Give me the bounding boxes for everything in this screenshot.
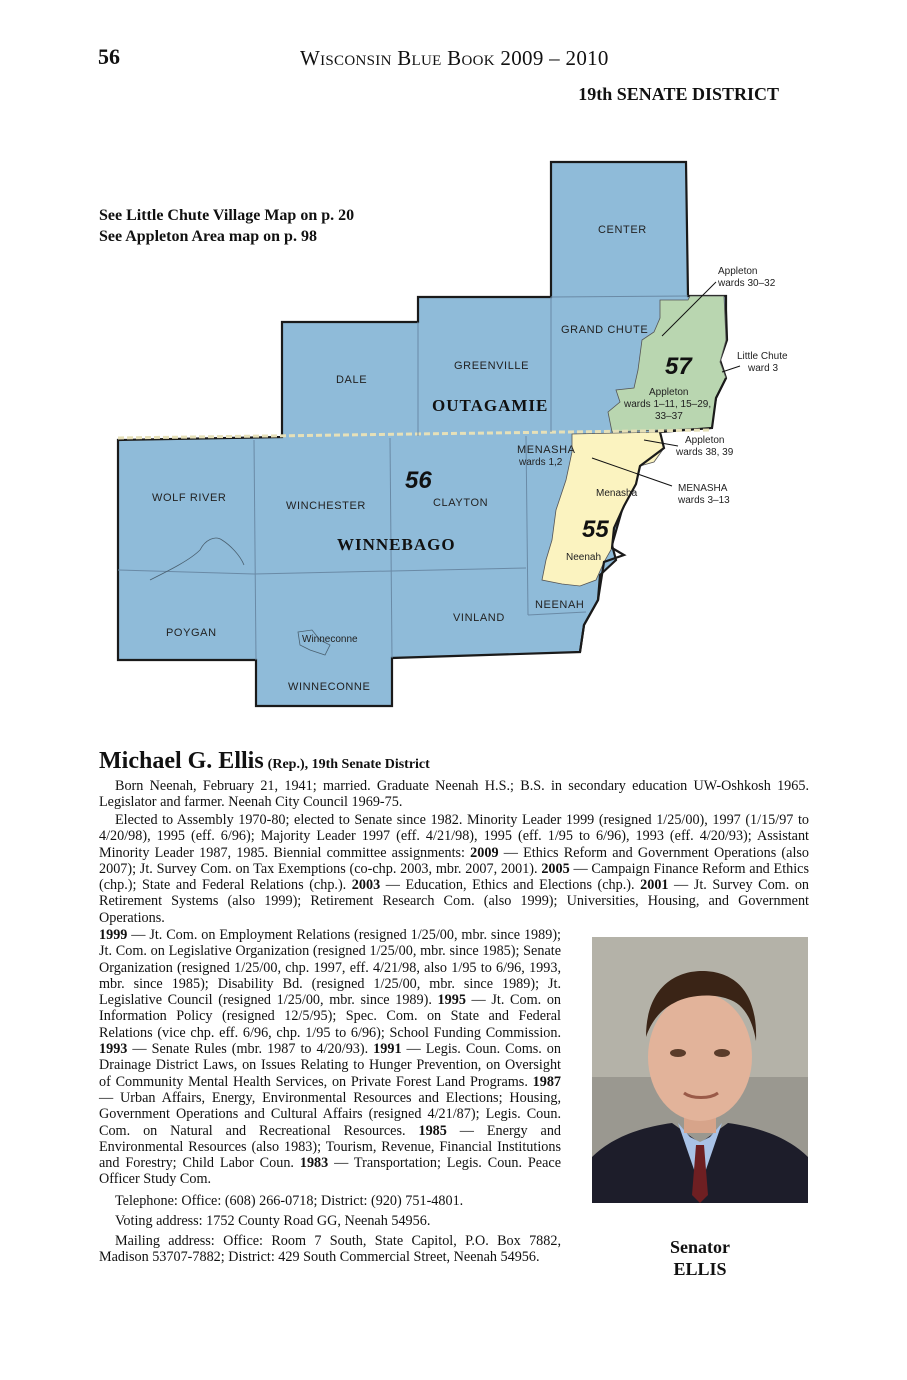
callout-menasha-city-b: wards 3–13 [678,495,730,506]
district-55-label: 55 [582,516,609,543]
callout-appleton-57-a: Appleton [649,387,689,398]
callout-appleton-38-39-b: wards 38, 39 [676,447,734,458]
callout-menasha-city-a: MENASHA [678,483,728,494]
town-menasha: MENASHA [517,444,576,456]
member-name: Michael G. Ellis [99,748,264,774]
committee-text-2001: — Jt. Survey Com. on Retirement Systems (also 1999); Retirement Research Com. (also 1999); Universities, Housing, and Government Operations. [99,877,810,926]
committee-text-1993: — Senate Rules (mbr. 1987 to 4/20/93). [127,1041,369,1058]
town-poygan: POYGAN [166,627,217,639]
committee-text-2003: — Education, Ethics and Elections (chp.). [380,877,635,894]
committee-text-2005: — Campaign Finance Reform and Ethics (chp.); State and Federal Relations (chp.). [99,860,809,894]
town-neenah: NEENAH [535,599,585,611]
callout-appleton-38-39-a: Appleton [685,435,725,446]
committee-text-1983: — Transportation; Legis. Coun. Peace Officer Study Com. [99,1155,561,1188]
committee-year-1985: 1985 [418,1122,447,1139]
committee-year-1995: 1995 [437,992,466,1009]
callout-little-chute-a: Little Chute [737,351,788,362]
committee-text-1985: — Energy and Environmental Resources (also 1983); Tourism, Revenue, Financial Institutions and Forestry; Child Labor Coun. [99,1122,562,1172]
town-winneconne: WINNECONNE [288,681,371,693]
caption-name: ELLIS [673,1259,727,1279]
county-winnebago: WINNEBAGO [337,535,456,554]
district-heading: 19th SENATE DISTRICT [578,84,779,104]
committee-year-2009: 2009 [470,844,499,861]
map-note-appleton: See Appleton Area map on p. 98 [99,228,317,245]
committee-year-1999: 1999 [99,927,128,943]
callout-appleton-57-c: 33–37 [655,411,683,422]
committee-text-1995: — Jt. Com. on Information Policy (resigned 12/5/95); Spec. Com. on State and Federal Relations (vice chp. eff. 6/96, chp. 1/95 to 6/96); School Funding Commission. [99,992,562,1041]
place-winneconne: Winneconne [302,634,358,645]
committee-year-1983: 1983 [299,1155,329,1172]
callout-appleton-57-b: wards 1–11, 15–29, [624,399,712,410]
town-wolf-river: WOLF RIVER [152,492,227,504]
committee-text-1987: — Urban Affairs, Energy, Environmental Resources and Elections; Housing, Government Operations and Cultural Affairs (resigned 4/21/87); Legis. Coun. Com. on Natural and Recreational Resources. [99,1089,561,1139]
bio-text: Born Neenah, February 21, 1941; married. Graduate Neenah H.S.; B.S. in secondary education UW-Oshkosh 1965. Legislator and farmer. Neenah City Council 1969-75. [99,778,809,811]
callout-appleton-30-32-b: wards 30–32 [718,278,776,289]
town-vinland: VINLAND [453,612,505,624]
committee-year-1993: 1993 [99,1041,128,1058]
town-dale: DALE [336,374,368,386]
caption-title: Senator [670,1237,730,1257]
callout-appleton-30-32-a: Appleton [718,266,758,277]
bio-paragraph [99,778,809,811]
committee-year-1991: 1991 [373,1041,402,1058]
photo-caption [592,1236,808,1280]
committee-text-1991: — Legis. Coun. Coms. on Drainage District Laws, on Issues Relating to Hunger Prevention, on Oversight of Community Mental Health Services, on Private Forest Land Programs. [99,1041,561,1090]
town-clayton: CLAYTON [433,497,489,509]
voting-address-line [99,1213,561,1229]
town-greenville: GREENVILLE [454,360,530,372]
district-56-label: 56 [405,467,432,494]
committee-year-2005: 2005 [541,860,570,877]
voting-address-text: Voting address: 1752 County Road GG, Neenah 54956. [115,1213,431,1229]
place-neenah: Neenah [566,552,602,563]
committee-text-2009: — Ethics Reform and Government Operations (also 2007); Jt. Survey Com. on Tax Exemptions (co-chp. 2003, mbr. 2007, 2001). [99,844,810,877]
committee-text-1999: — Jt. Com. on Employment Relations (resigned 1/25/00, mbr. since 1989); Jt. Com. on Legislative Organization (resigned 1/25/00, mbr. since 1985); Senate Organization (resigned 1/25/00, chp. 1997, eff. 4/21/98, also 1/95 to 6/96, 1993, mbr. since 1985); Disability Bd. (resigned 1/25/00, mbr. since 1989); Jt. Legislative Council (resigned 1/25/00, mbr. since 1989). [99,927,561,1009]
map-note-little-chute: See Little Chute Village Map on p. 20 [99,207,355,224]
member-name-line [99,748,430,775]
town-menasha-wards: wards 1,2 [519,457,563,468]
career-paragraph-wide [99,812,809,926]
district-57-label: 57 [665,353,692,380]
committee-year-1987: 1987 [532,1073,561,1090]
committee-year-2001: 2001 [640,877,669,894]
map-notes [99,205,354,247]
town-winchester: WINCHESTER [286,500,366,512]
mailing-address-text: Mailing address: Office: Room 7 South, State Capitol, P.O. Box 7882, Madison 53707-7882; District: 429 South Commercial Street, Neenah 54956. [99,1233,561,1266]
senator-portrait [592,937,808,1203]
member-suffix: (Rep.), 19th Senate District [267,757,430,772]
telephone-text: Telephone: Office: (608) 266-0718; District: (920) 751-4801. [115,1193,464,1209]
telephone-line [99,1193,561,1209]
career-intro: Elected to Assembly 1970-80; elected to Senate since 1982. Minority Leader 1999 (resigned 1/25/00), 1997 (1/15/97 to 4/20/98), 1995 (eff. 6/96); Majority Leader 1997 (eff. 4/21/98), 1995 (eff. 1/95 to 6/96), 1993 (eff. 4/20/93); Assistant Minority Leader 1987, 1985. Biennial committee assignments: [99,812,809,861]
page-number: 56 [98,44,120,69]
mailing-address-line [99,1233,561,1266]
career-paragraph-narrow [99,927,561,1188]
place-menasha: Menasha [596,488,638,499]
callout-little-chute-b: ward 3 [748,363,779,374]
county-outagamie: OUTAGAMIE [432,396,549,415]
running-head: Wisconsin Blue Book 2009 – 2010 [300,46,609,70]
committee-year-2003: 2003 [351,877,381,894]
town-center: CENTER [598,224,647,236]
town-grand-chute: GRAND CHUTE [561,324,649,336]
